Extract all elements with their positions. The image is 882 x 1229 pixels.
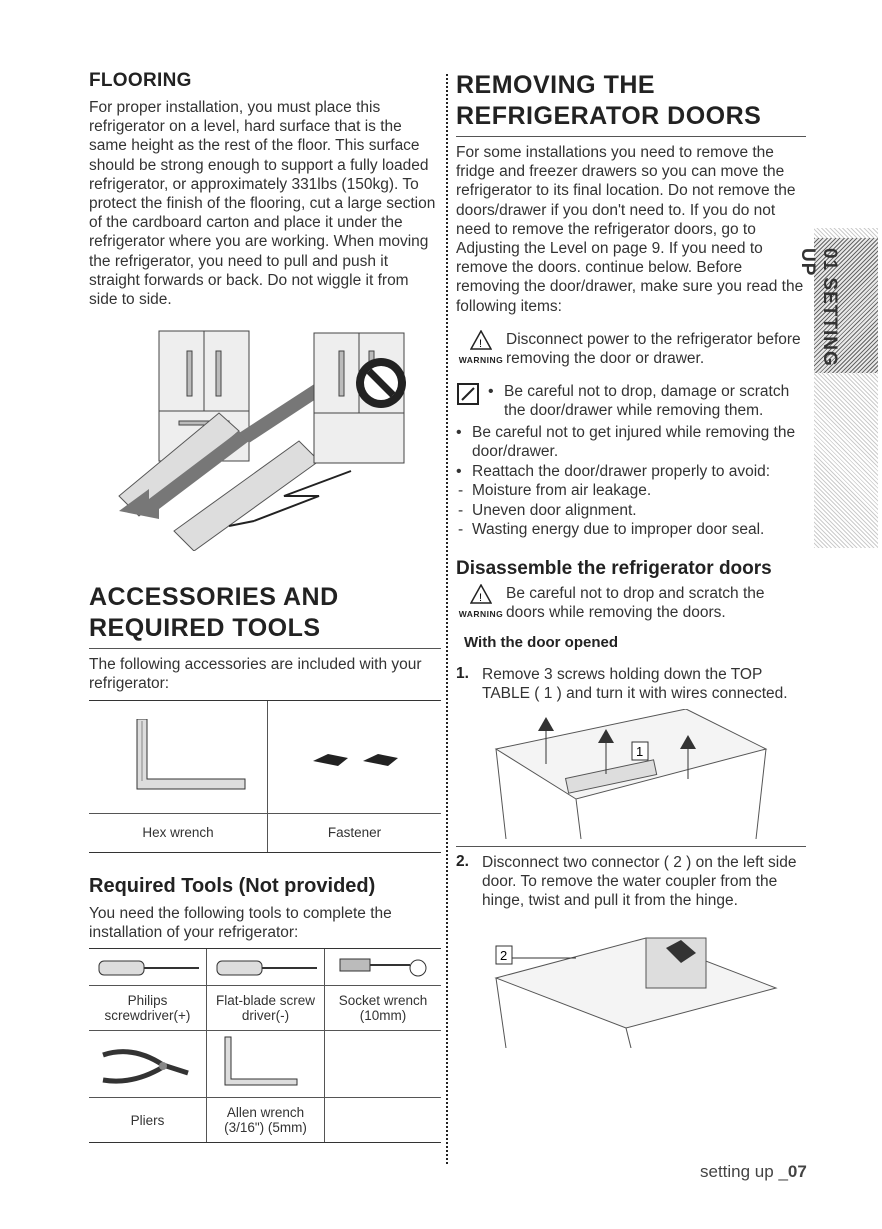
footer-text: setting up _ <box>700 1162 788 1181</box>
page-footer <box>700 1162 807 1182</box>
warning-label: WARNING <box>458 354 504 365</box>
caution-note-icon <box>456 382 480 406</box>
fastener-label: Fastener <box>327 825 382 841</box>
warning-triangle-icon-2 <box>470 584 492 604</box>
fastener-cell <box>268 701 441 813</box>
warning-block-2 <box>456 584 806 622</box>
svg-text:!: ! <box>479 337 483 350</box>
callout-2: 2 <box>500 947 508 963</box>
step-2-text: Disconnect two connector ( 2 ) on the left side door. To remove the water coupler from the hinge, twist and pull it from the hinge. <box>482 853 797 909</box>
phillips-cell <box>89 949 207 985</box>
empty-label <box>325 1098 441 1142</box>
side-tab-label: 01 SETTING UP <box>797 248 840 367</box>
step-divider <box>456 846 806 847</box>
left-column <box>89 70 441 1143</box>
dash-energy: - Wasting energy due to improper door seal. <box>456 520 806 540</box>
pliers-cell <box>89 1031 207 1097</box>
pliers-icon <box>93 1035 203 1095</box>
required-tools-intro: You need the following tools to complete the installation of your refrigerator: <box>89 904 392 941</box>
warning-text-1: Disconnect power to the refrigerator before removing the door or drawer. <box>506 330 801 367</box>
flooring-title: FLOORING <box>89 70 192 91</box>
callout-1: 1 <box>636 743 644 759</box>
svg-text:!: ! <box>479 591 483 604</box>
socket-wrench-icon <box>330 954 440 984</box>
removing-rule <box>456 136 806 137</box>
disassemble-warning: Be careful not to drop and scratch the doors while removing the doors. <box>506 584 765 621</box>
hex-wrench-icon <box>117 719 267 809</box>
phillips-screwdriver-icon <box>94 954 204 984</box>
caution-block <box>456 382 806 421</box>
flat-blade-label: Flat-blade screw driver(-) <box>207 986 325 1030</box>
step-2 <box>456 853 806 910</box>
allen-wrench-label: Allen wrench (3/16") (5mm) <box>207 1098 325 1142</box>
column-divider <box>446 74 448 1164</box>
accessories-rule <box>89 648 441 649</box>
hex-wrench-cell <box>89 701 268 813</box>
page-number: 07 <box>787 1162 807 1181</box>
step-1-number: 1. <box>456 664 469 682</box>
allen-wrench-cell <box>207 1031 325 1097</box>
right-column <box>456 70 806 1053</box>
accessories-table <box>89 700 441 853</box>
empty-cell <box>325 1031 441 1097</box>
fastener-icon <box>308 746 408 776</box>
phillips-label: Philips screwdriver(+) <box>89 986 207 1030</box>
precautions-list <box>456 423 806 540</box>
removing-text: For some installations you need to remove the fridge and freezer drawers so you can move the refrigerator to its final location. Do not remove the doors/drawer if you don't need to. If you do not need to remove the refrigerator doors, go to Adjusting the Level on page 9. If you need to remove the doors. continue below. Before removing the door/drawer, make sure you read the following items: <box>456 144 804 315</box>
flooring-illustration <box>89 321 441 551</box>
tools-table <box>89 948 441 1143</box>
bullet-injury: • Be careful not to get injured while removing the door/drawer. <box>456 423 806 462</box>
removing-title-line2: REFRIGERATOR DOORS <box>456 102 762 130</box>
step-2-illustration <box>466 918 796 1048</box>
step-1-illustration <box>466 709 796 839</box>
required-tools-title: Required Tools (Not provided) <box>89 874 376 897</box>
accessories-title-line2: REQUIRED TOOLS <box>89 614 321 643</box>
prohibited-icon <box>356 358 406 408</box>
dash-moisture: - Moisture from air leakage. <box>456 481 806 501</box>
warning-label-2: WARNING <box>458 608 504 619</box>
step-1 <box>456 665 806 703</box>
flat-blade-screwdriver-icon <box>212 954 322 984</box>
subhead-door-opened: With the door opened <box>464 633 619 651</box>
disassemble-title: Disassemble the refrigerator doors <box>456 557 772 579</box>
pliers-label: Pliers <box>89 1098 207 1142</box>
caution-text: • Be careful not to drop, damage or scratch the door/drawer while removing them. <box>488 382 806 421</box>
warning-triangle-icon <box>470 330 492 350</box>
flat-blade-cell <box>207 949 325 985</box>
dash-alignment: - Uneven door alignment. <box>456 501 806 521</box>
allen-wrench-icon <box>217 1035 317 1095</box>
accessories-intro: The following accessories are included with your refrigerator: <box>89 656 422 693</box>
step-1-text: Remove 3 screws holding down the TOP TABLE ( 1 ) and turn it with wires connected. <box>482 665 788 702</box>
socket-wrench-cell <box>325 949 441 985</box>
cardboard-strips <box>119 413 319 551</box>
hex-wrench-label: Hex wrench <box>89 814 268 852</box>
warning-block-1 <box>456 330 806 368</box>
step-2-number: 2. <box>456 852 469 870</box>
socket-wrench-label: Socket wrench (10mm) <box>338 993 428 1024</box>
accessories-title-line1: ACCESSORIES AND <box>89 583 339 612</box>
bullet-reattach: • Reattach the door/drawer properly to avoid: <box>456 462 806 482</box>
flooring-text: For proper installation, you must place this refrigerator on a level, hard surface that is the same height as the rest of the floor. This surface should be strong enough to support a fully loaded refrigerator, or approximately 331lbs (150kg). To protect the finish of the flooring, cut a large section of the cardboard carton and place it under the refrigerator where you are working. When moving the refrigerator, you need to pull and push it straight forwards or back. Do not wiggle it from side to side. <box>89 99 436 309</box>
removing-title-line1: REMOVING THE <box>456 71 656 99</box>
